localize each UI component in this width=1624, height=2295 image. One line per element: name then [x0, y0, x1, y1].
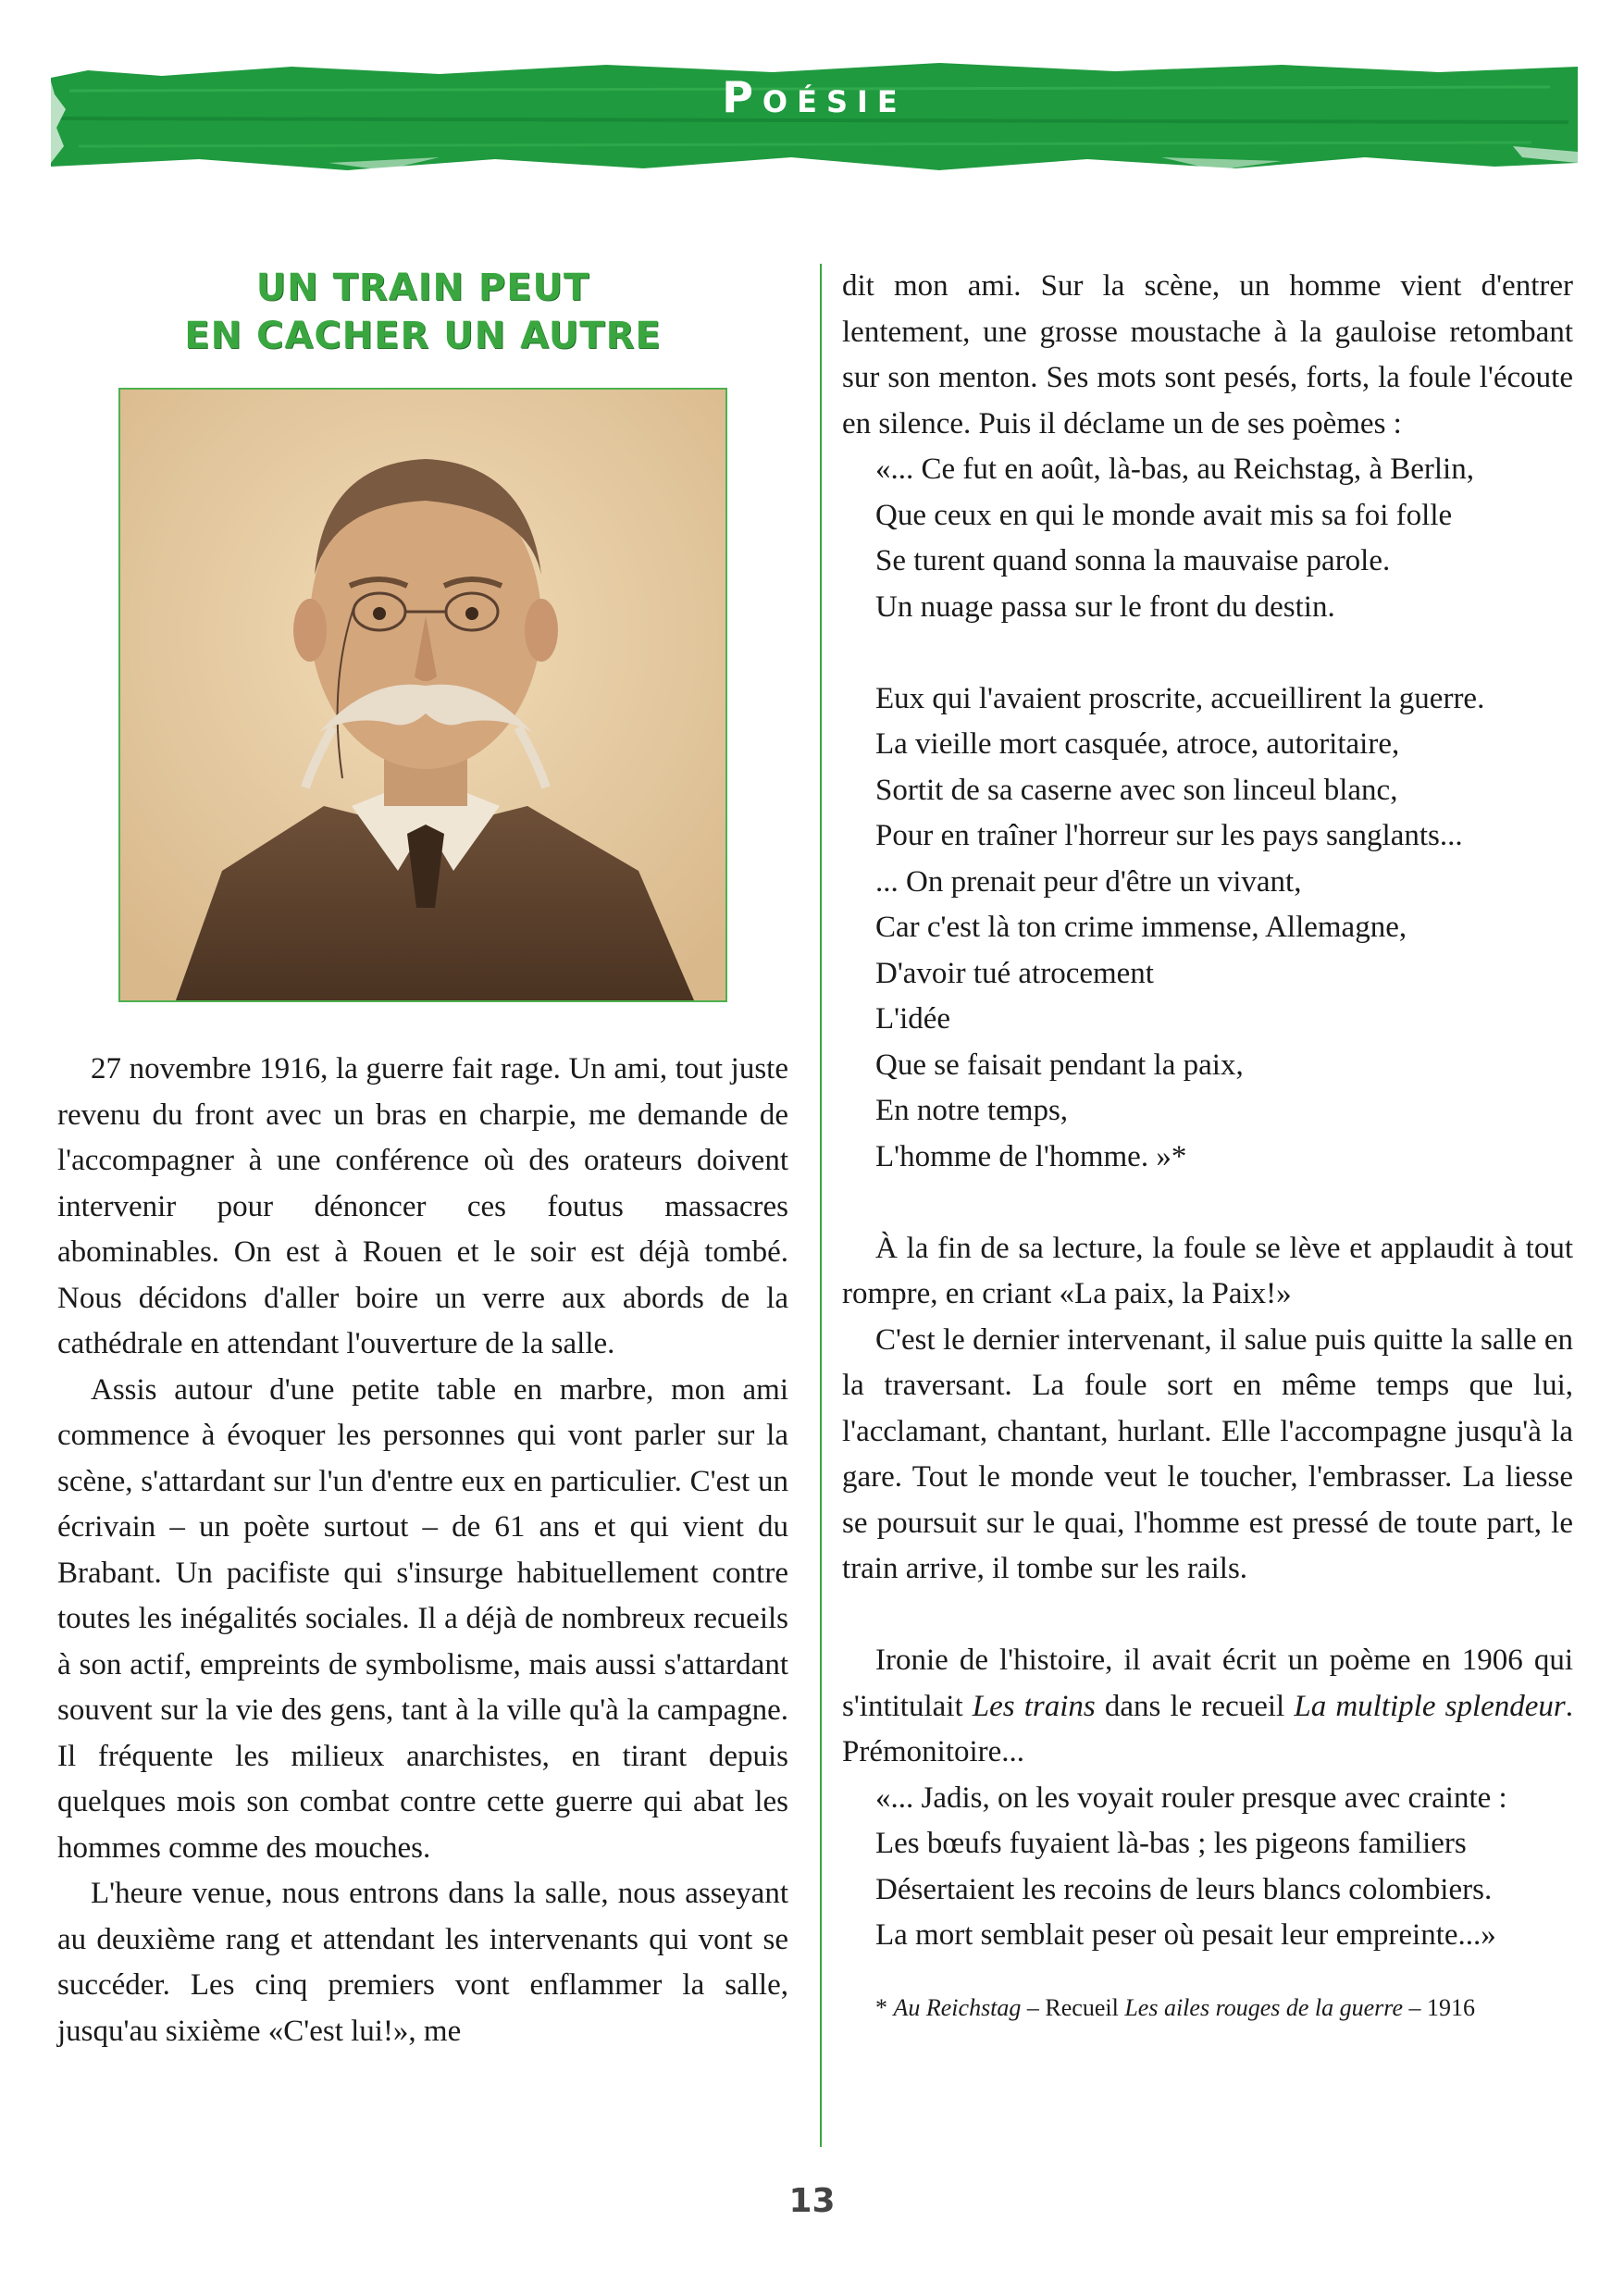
paragraph: Assis autour d'une petite table en marbre, mon ami commence à évoquer les personnes qui vont parler sur la scène, s'attardant sur l'un d'entre eux en particulier. C'est un écrivain – un poète surtout – de 61 ans et qui vient du Brabant. Un pacifiste qui s'insurge habituellement contre toutes les inégalités sociales. Il a déjà de nombreux recueils à son actif, empreints de symbolisme, mais aussi s'attardant souvent sur la vie des gens, tant à la ville qu'à la campagne. Il fréquente les milieux anarchistes, en tirant depuis quelques mois son combat contre cette guerre qui abat les hommes comme des mouches.	[57, 1372, 788, 1865]
article-title	[57, 264, 788, 360]
poem-line: Car c'est là ton crime immense, Allemagne,	[875, 911, 1407, 944]
poem-line: L'homme de l'homme. »*	[875, 1139, 1187, 1173]
footnote: * Au Reichstag – Recueil Les ailes rouges de la guerre – 1916	[875, 1993, 1475, 2021]
column-divider	[820, 264, 822, 2147]
poem-line: Pour en traîner l'horreur sur les pays sanglants...	[875, 819, 1463, 852]
poem-line: «... Jadis, on les voyait rouler presque avec crainte :	[875, 1780, 1507, 1815]
poem-line: Se turent quand sonna la mauvaise parole.	[875, 544, 1391, 577]
poem-les-trains	[842, 1776, 1573, 1959]
poem-line: L'idée	[875, 1002, 951, 1036]
paragraph: dit mon ami. Sur la scène, un homme vient d'entrer lentement, une grosse moustache à la gauloise retombant sur son menton. Ses mots sont pesés, forts, la foule l'écoute en silence. Puis il déclame un de ses poèmes :	[842, 269, 1573, 440]
poem-line: «... Ce fut en août, là-bas, au Reichstag, à Berlin,	[875, 453, 1474, 486]
portrait-photo	[118, 388, 727, 1002]
paragraph: Ironie de l'histoire, il avait écrit un poème en 1906 qui s'intitulait Les trains dans le recueil La multiple splendeur. Prémonitoire...	[842, 1644, 1573, 1768]
poem-line: En notre temps,	[875, 1094, 1069, 1127]
portrait-illustration	[120, 390, 725, 1000]
page-number: 13	[788, 2182, 836, 2220]
collection-title: La multiple splendeur	[1294, 1689, 1566, 1723]
left-column	[57, 264, 788, 2054]
poem-title: Les trains	[972, 1689, 1096, 1723]
paragraph: À la fin de sa lecture, la foule se lève et applaudit à tout rompre, en criant «La paix, la Paix!»	[842, 1231, 1573, 1310]
poem-line: Eux qui l'avaient proscrite, accueillirent la guerre.	[875, 681, 1485, 715]
paragraph: L'heure venue, nous entrons dans la salle, nous asseyant au deuxième rang et attendant les intervenants qui vont se succéder. Les cinq premiers vont enflammer la salle, jusqu'au sixième «C'est lui!», me	[57, 1877, 788, 2048]
poem-line: Désertaient les recoins de leurs blancs colombiers.	[875, 1872, 1493, 1906]
poem-line: Que se faisait pendant la paix,	[875, 1048, 1244, 1082]
poem-line: Sortit de sa caserne avec son linceul blanc,	[875, 773, 1398, 807]
paragraph: 27 novembre 1916, la guerre fait rage. Un ami, tout juste revenu du front avec un bras en charpie, me demande de l'accompagner à une conférence où des orateurs doivent intervenir pour dénoncer ces foutus massacres abominables. On est à Rouen et le soir est déjà tombé. Nous décidons d'aller boire un verre aux abords de la cathédrale en attendant l'ouverture de la salle.	[57, 1052, 788, 1360]
poem-line: Un nuage passa sur le front du destin.	[875, 589, 1335, 624]
poem-reichstag	[842, 447, 1573, 1180]
poem-line: D'avoir tué atrocement	[875, 956, 1154, 990]
poem-line: Les bœufs fuyaient là-bas ; les pigeons familiers	[875, 1827, 1467, 1860]
section-title: Poésie	[722, 72, 907, 122]
poem-line: ... On prenait peur d'être un vivant,	[875, 864, 1302, 899]
right-body-text	[842, 264, 1573, 447]
article-title-line2: EN CACHER UN AUTRE	[184, 315, 662, 357]
right-body-text-2	[842, 1226, 1573, 1776]
right-column	[842, 264, 1573, 2024]
poem-line: La mort semblait peser où pesait leur empreinte...»	[875, 1918, 1496, 1952]
left-body-text	[57, 1047, 788, 2054]
poem-line: La vieille mort casquée, atroce, autoritaire,	[875, 727, 1400, 761]
article-title-line1: UN TRAIN PEUT	[255, 267, 590, 309]
paragraph: C'est le dernier intervenant, il salue puis quitte la salle en la traversant. La foule sort en même temps que lui, l'acclamant, chantant, hurlant. Elle l'accompagne jusqu'à la gare. Tout le monde veut le toucher, l'embrasser. La liesse se poursuit sur le quai, l'homme est pressé de toute part, le train arrive, il tombe sur les rails.	[842, 1322, 1573, 1585]
poem-line: Que ceux en qui le monde avait mis sa foi folle	[875, 498, 1453, 532]
section-banner	[51, 54, 1578, 179]
